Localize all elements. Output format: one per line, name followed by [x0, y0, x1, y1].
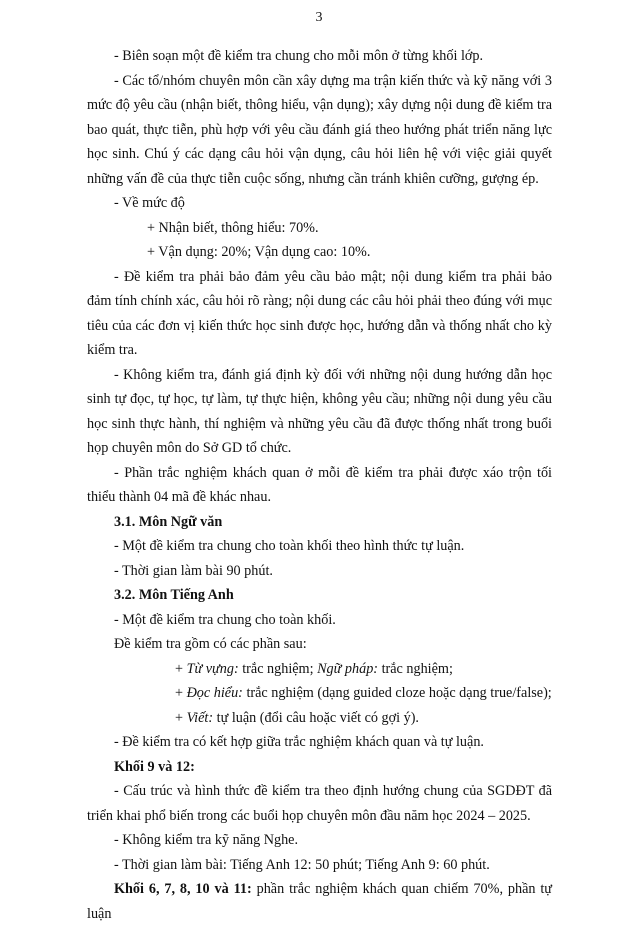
paragraph: - Đề kiểm tra phải bảo đảm yêu cầu bảo mật; nội dung kiểm tra phải bảo đảm tính chính xác, câu hỏi rõ ràng; nội dung các câu hỏi phải theo đúng với mục tiêu của các đơn vị kiến thức học sinh được học, hướng dẫn và thống nhất cho kỳ kiểm tra. — [87, 268, 552, 358]
item-label: Từ vựng: — [186, 660, 239, 677]
section-heading: 3.1. Môn Ngữ văn — [114, 513, 223, 530]
item-label: Đọc hiểu: — [186, 685, 243, 701]
paragraph: - Thời gian làm bài 90 phút. — [114, 562, 273, 579]
paragraph: Đề kiểm tra gồm có các phần sau: — [114, 636, 307, 652]
page-number: 3 — [315, 10, 323, 25]
item-text: trắc nghiệm; — [238, 660, 318, 677]
paragraph: - Không kiểm tra, đánh giá định kỳ đối với những nội dung hướng dẫn học sinh tự đọc, tự học, tự làm, tự thực hiện, không yêu cầu; những nội dung yêu cầu học sinh thực hành, thí nghiệm và những yêu cầu đã được thống nhất trong buổi họp chuyên môn do Sở GD tổ chức. — [87, 366, 552, 456]
item-text: trắc nghiệm (dạng guided cloze hoặc dạng true/false); — [242, 685, 552, 701]
list-item: + Nhận biết, thông hiểu: 70%. — [147, 219, 319, 236]
list-item: + Đọc hiểu: trắc nghiệm (dạng guided cloze hoặc dạng true/false); — [175, 685, 552, 701]
paragraph: - Biên soạn một đề kiểm tra chung cho mỗi môn ở từng khối lớp. — [114, 48, 484, 64]
section-heading: 3.2. Môn Tiếng Anh — [114, 587, 234, 603]
paragraph: - Về mức độ — [114, 195, 185, 211]
paragraph: - Cấu trúc và hình thức đề kiểm tra theo định hướng chung của SGDĐT đã triển khai phổ biến trong các buổi họp chuyên môn đầu năm học 2024 – 2025. — [87, 783, 552, 824]
list-item: + Vận dụng: 20%; Vận dụng cao: 10%. — [147, 244, 371, 260]
item-label: Viết: — [186, 709, 214, 726]
paragraph: - Không kiểm tra kỹ năng Nghe. — [114, 832, 299, 848]
paragraph: - Các tổ/nhóm chuyên môn cần xây dựng ma trận kiến thức và kỹ năng với 3 mức độ yêu cầu (nhận biết, thông hiểu, vận dụng); xây dựng nội dung đề kiểm tra bao quát, thực tiễn, phù hợp với yêu cầu đánh giá theo hướng phát triển năng lực học sinh. Chú ý các dạng câu hỏi vận dụng, câu hỏi liên hệ với việc giải quyết những vấn đề của thực tiễn cuộc sống, nhưng cần tránh khiên cưỡng, gượng ép. — [87, 72, 552, 187]
section-heading: Khối 9 và 12: — [114, 758, 195, 775]
item-label: Khối 6, 7, 8, 10 và 11: — [114, 881, 252, 897]
list-item: + Viết: tự luận (đổi câu hoặc viết có gợi ý). — [175, 709, 419, 726]
item-text: phần trắc nghiệm khách quan chiếm 70%, phần tự luận — [87, 881, 552, 922]
item-label: Ngữ pháp: — [317, 660, 379, 677]
paragraph: - Một đề kiểm tra chung cho toàn khối theo hình thức tự luận. — [114, 538, 465, 554]
paragraph: - Đề kiểm tra có kết hợp giữa trắc nghiệm khách quan và tự luận. — [114, 734, 484, 750]
list-item: + Từ vựng: trắc nghiệm; Ngữ pháp: trắc nghiệm; — [175, 660, 453, 677]
paragraph: - Phần trắc nghiệm khách quan ở mỗi đề kiểm tra phải được xáo trộn tối thiểu thành 04 mã đề khác nhau. — [87, 464, 552, 505]
paragraph: - Một đề kiểm tra chung cho toàn khối. — [114, 611, 336, 628]
paragraph: - Thời gian làm bài: Tiếng Anh 12: 50 phút; Tiếng Anh 9: 60 phút. — [114, 856, 490, 873]
item-text: tự luận (đổi câu hoặc viết có gợi ý). — [213, 709, 419, 726]
document-body — [87, 44, 552, 926]
item-text: trắc nghiệm; — [378, 660, 453, 677]
